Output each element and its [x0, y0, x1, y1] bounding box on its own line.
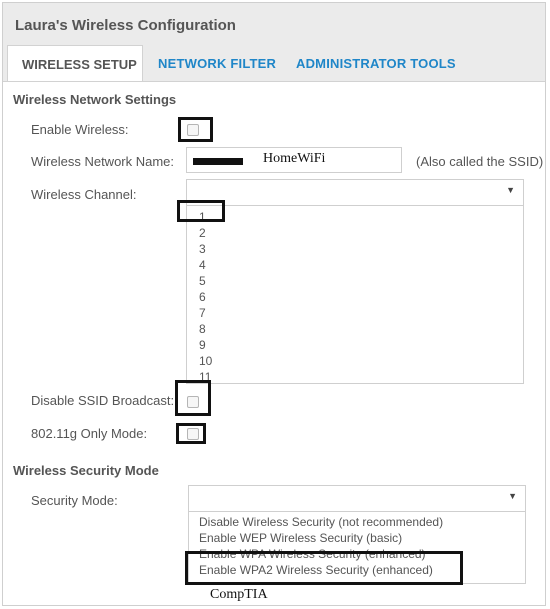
network-name-input[interactable]: [186, 147, 402, 173]
security-mode-label: Security Mode:: [31, 493, 118, 508]
security-mode-option[interactable]: Enable WPA Wireless Security (enhanced): [199, 547, 426, 561]
disable-ssid-checkbox[interactable]: [187, 396, 199, 408]
tab-wireless-setup-label: WIRELESS SETUP: [22, 57, 137, 72]
channel-option[interactable]: 11: [199, 370, 212, 384]
tab-wireless-setup[interactable]: [7, 45, 143, 81]
channel-option[interactable]: 10: [199, 354, 213, 368]
chevron-down-icon: ▼: [508, 491, 517, 501]
channel-option[interactable]: 6: [199, 290, 206, 304]
enable-wireless-checkbox[interactable]: [187, 124, 199, 136]
wireless-settings-heading: Wireless Network Settings: [13, 92, 177, 107]
window-title: Laura's Wireless Configuration: [15, 17, 236, 34]
chevron-down-icon: ▼: [506, 185, 515, 195]
channel-select[interactable]: [186, 179, 524, 207]
tab-bar: [3, 46, 545, 82]
channel-option[interactable]: 9: [199, 338, 206, 352]
channel-option[interactable]: 8: [199, 322, 206, 336]
tab-administrator-tools[interactable]: ADMINISTRATOR TOOLS: [296, 56, 456, 71]
redaction-bar: [193, 158, 243, 165]
security-heading: Wireless Security Mode: [13, 463, 159, 478]
g-only-mode-checkbox[interactable]: [187, 428, 199, 440]
channel-option[interactable]: 2: [199, 226, 206, 240]
channel-option[interactable]: 3: [199, 242, 206, 256]
security-mode-select[interactable]: [188, 485, 526, 513]
channel-option[interactable]: 5: [199, 274, 206, 288]
disable-ssid-label: Disable SSID Broadcast:: [31, 393, 175, 408]
security-mode-option[interactable]: Enable WEP Wireless Security (basic): [199, 531, 403, 545]
config-panel: [2, 2, 546, 606]
credit-text: CompTIA: [210, 587, 268, 602]
enable-wireless-label: Enable Wireless:: [31, 122, 129, 137]
tab-network-filter[interactable]: NETWORK FILTER: [158, 56, 277, 71]
ssid-hint: (Also called the SSID): [416, 154, 544, 169]
channel-option[interactable]: 7: [199, 306, 206, 320]
g-only-mode-label: 802.11g Only Mode:: [31, 426, 148, 441]
network-name-value: HomeWiFi: [263, 151, 326, 166]
channel-label: Wireless Channel:: [31, 187, 137, 202]
title-bar: [3, 3, 545, 47]
channel-options-list[interactable]: [186, 205, 524, 384]
highlight-box: [177, 200, 225, 222]
security-mode-option[interactable]: Enable WPA2 Wireless Security (enhanced): [199, 563, 433, 577]
channel-option[interactable]: 1: [199, 210, 206, 224]
highlight-box: [185, 551, 463, 585]
channel-option[interactable]: 4: [199, 258, 206, 272]
security-mode-option[interactable]: Disable Wireless Security (not recommended): [199, 515, 444, 529]
network-name-label: Wireless Network Name:: [31, 154, 175, 169]
